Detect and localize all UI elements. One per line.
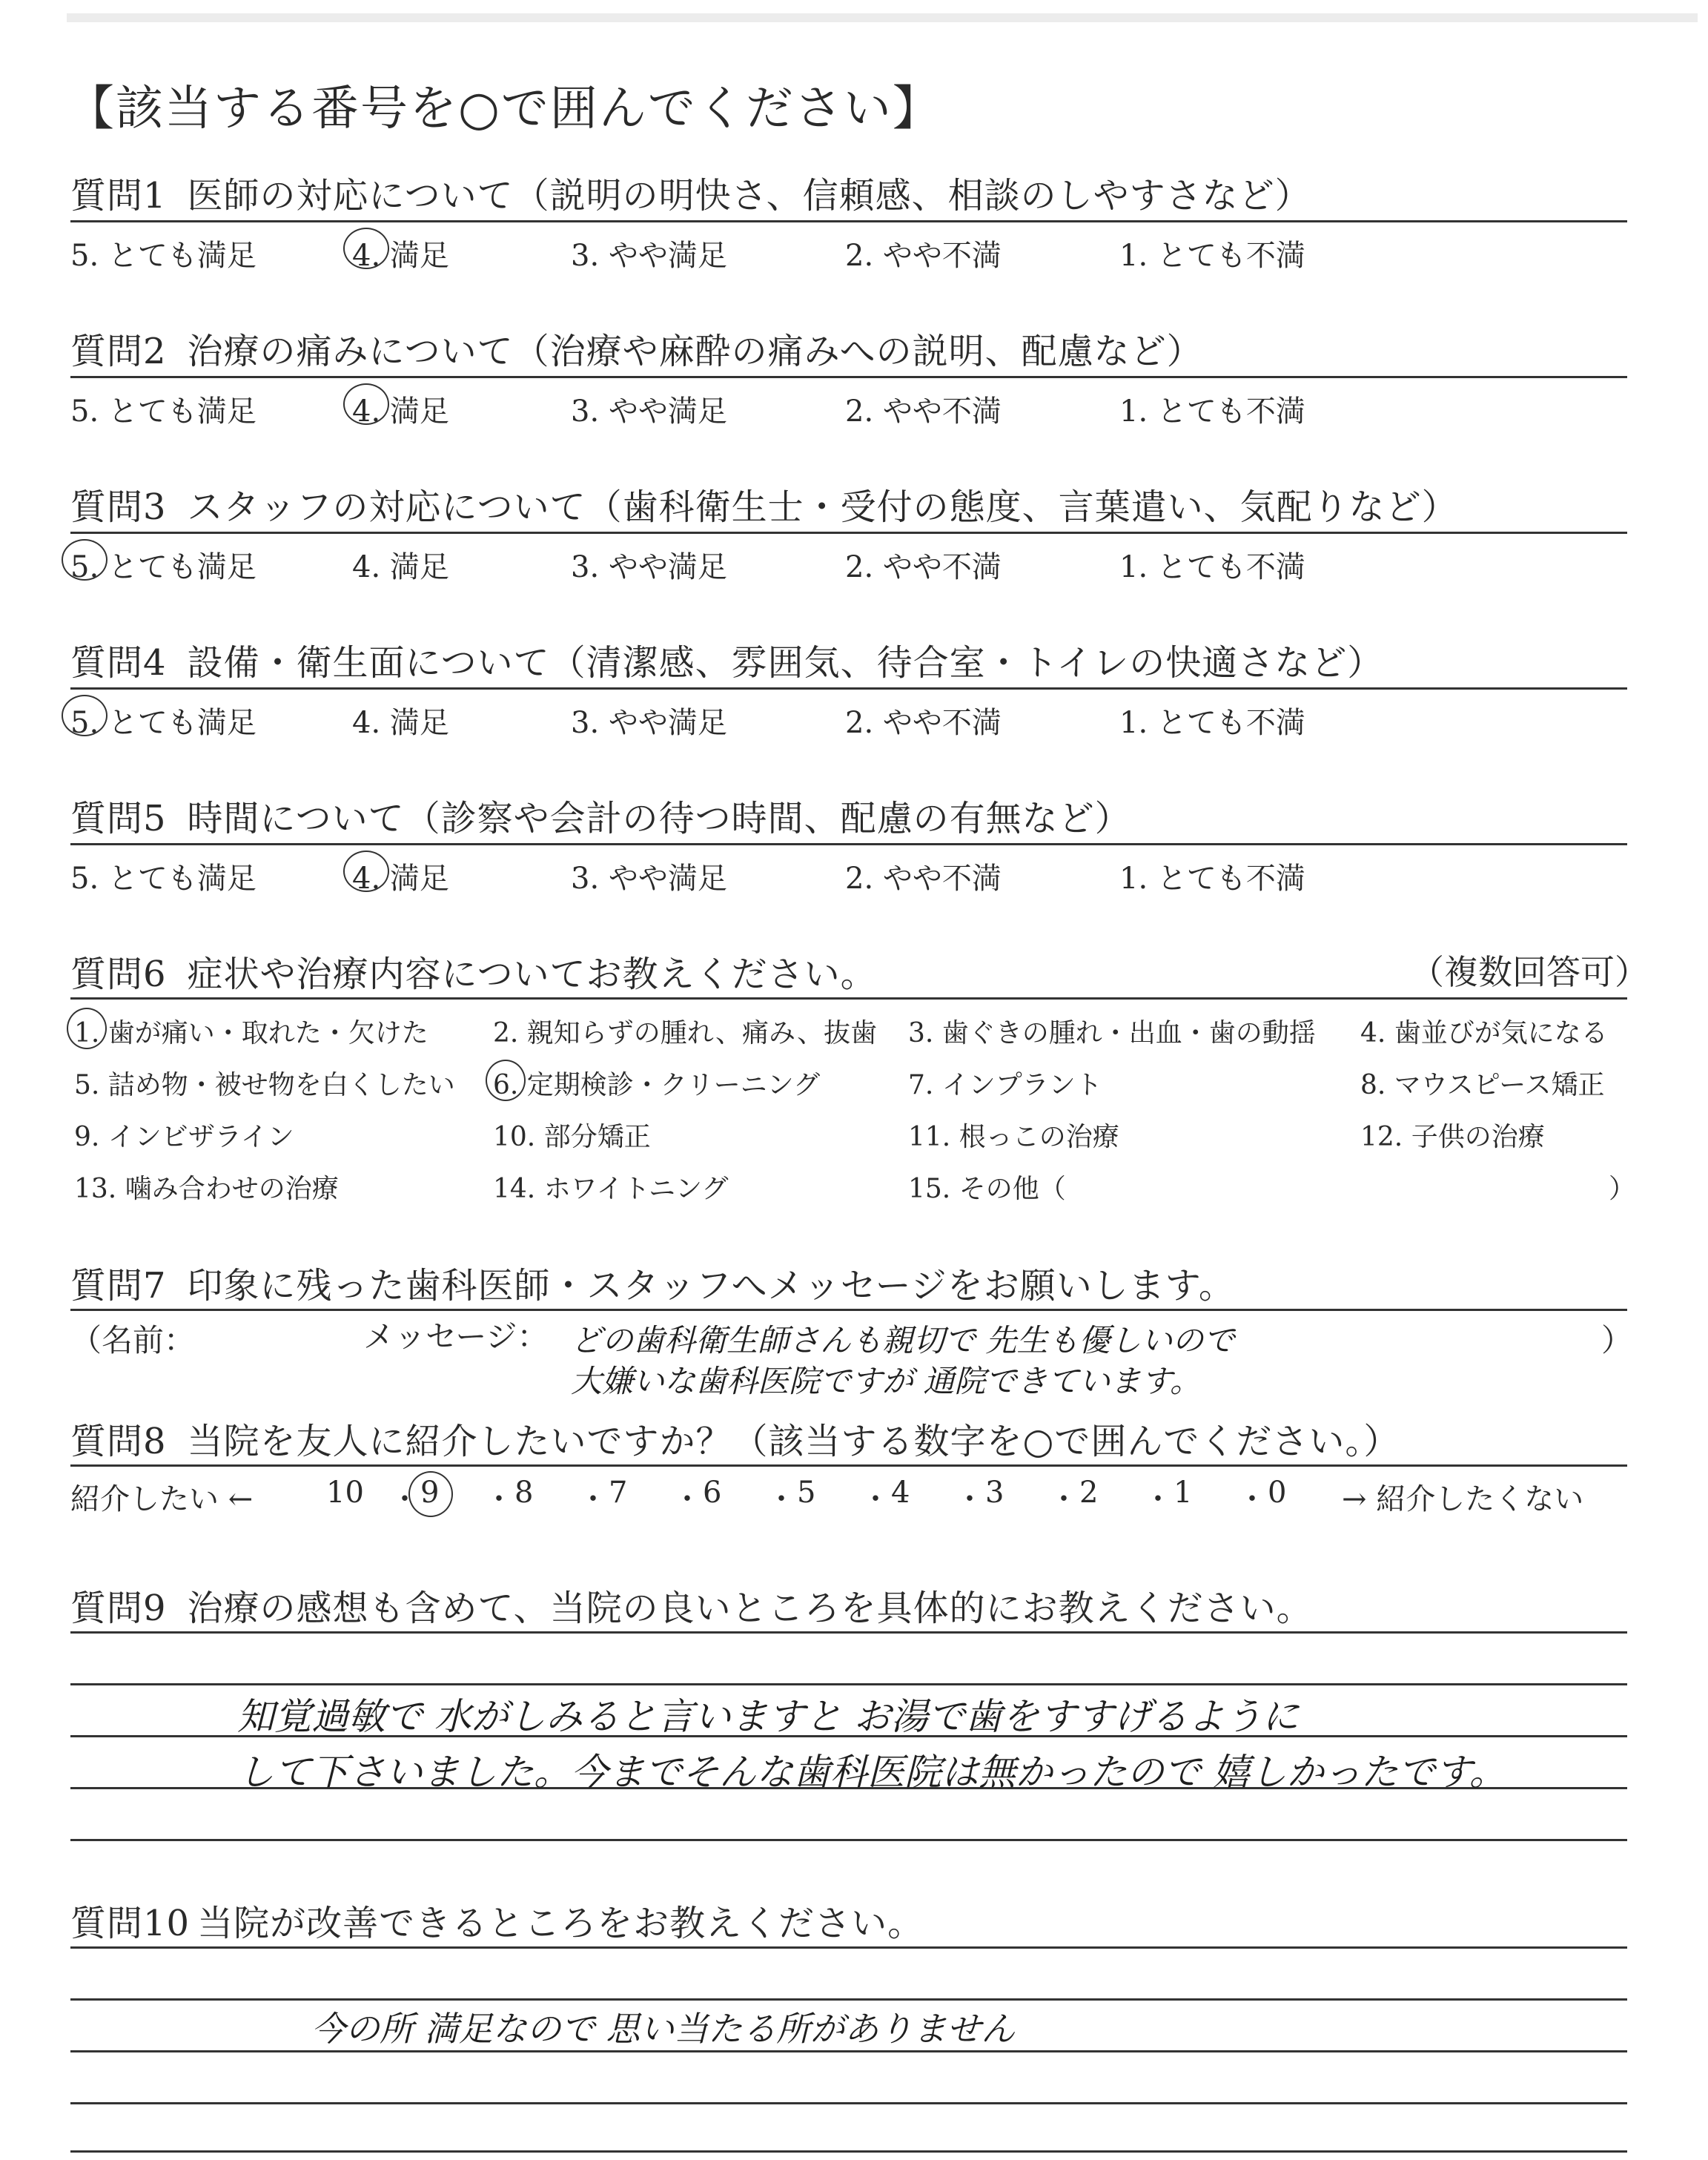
q9-label: 質問9 <box>70 1588 167 1629</box>
q6-item-3[interactable]: 3. 歯ぐきの腫れ・出血・歯の動揺 <box>908 1018 1316 1048</box>
q3-label: 質問3 <box>70 486 167 528</box>
q7-header <box>70 1257 1235 1308</box>
q4-rule <box>70 687 1627 690</box>
q8-right-label: → 紹介したくない <box>1342 1482 1584 1516</box>
q6-selection-circle <box>67 1008 107 1049</box>
q2-rule <box>70 376 1627 378</box>
q2-option-1[interactable]: 1. とても不満 <box>1119 394 1305 429</box>
q8-score-6[interactable]: 6 <box>703 1476 722 1510</box>
q6-item-12[interactable]: 12. 子供の治療 <box>1360 1122 1545 1152</box>
q9-line-5 <box>70 1839 1627 1841</box>
q1-header <box>70 167 1311 218</box>
q10-header <box>70 1895 924 1946</box>
q1-label: 質問1 <box>70 175 167 217</box>
q2-option-5[interactable]: 5. とても満足 <box>70 394 256 429</box>
q8-score-5[interactable]: 5 <box>797 1476 816 1510</box>
q8-score-0[interactable]: 0 <box>1268 1476 1287 1510</box>
q8-score-2[interactable]: 2 <box>1079 1476 1099 1510</box>
q3-header <box>70 478 1458 529</box>
q5-option-4[interactable]: 4. 満足 <box>352 862 449 896</box>
q1-title: 医師の対応について（説明の明快さ、信頼感、相談のしやすさなど） <box>187 175 1311 217</box>
q6-item-13[interactable]: 13. 噛み合わせの治療 <box>74 1174 339 1204</box>
q10-line-1 <box>70 1946 1627 1949</box>
q10-line-4 <box>70 2102 1627 2104</box>
q9-answer-line2: して下さいました。今までそんな歯科医院は無かったので 嬉しかったです。 <box>237 1751 1506 1794</box>
q3-title: スタッフの対応について（歯科衛生士・受付の態度、言葉遣い、気配りなど） <box>187 486 1458 528</box>
q5-rule <box>70 843 1627 845</box>
q6-header <box>70 945 877 997</box>
q3-option-1[interactable]: 1. とても不満 <box>1119 550 1305 584</box>
q4-option-3[interactable]: 3. やや満足 <box>571 706 727 740</box>
q5-title: 時間について（診察や会計の待つ時間、配慮の有無など） <box>187 798 1131 839</box>
q4-option-2[interactable]: 2. やや不満 <box>845 706 1002 740</box>
q8-score-4[interactable]: 4 <box>891 1476 910 1510</box>
q4-option-1[interactable]: 1. とても不満 <box>1119 706 1305 740</box>
q8-separator-dot: ・ <box>955 1482 984 1516</box>
q5-label: 質問5 <box>70 798 167 839</box>
q2-header <box>70 323 1203 374</box>
q7-message-line2: 大嫌いな歯科医院ですが 通院できています。 <box>571 1363 1201 1399</box>
q6-note: （複数回答可） <box>1410 952 1649 992</box>
q8-separator-dot: ・ <box>767 1482 796 1516</box>
q10-line-2 <box>70 1998 1627 2001</box>
q1-option-3[interactable]: 3. やや満足 <box>571 239 727 273</box>
q5-header <box>70 790 1131 841</box>
q2-selection-circle <box>343 383 389 425</box>
q6-item-14[interactable]: 14. ホワイトニング <box>493 1174 729 1204</box>
q5-option-3[interactable]: 3. やや満足 <box>571 862 727 896</box>
q4-option-4[interactable]: 4. 満足 <box>352 706 449 740</box>
q6-selection-circle <box>486 1060 526 1101</box>
q7-title: 印象に残った歯科医師・スタッフへメッセージをお願いします。 <box>187 1265 1235 1307</box>
q10-label: 質問10 <box>70 1903 191 1944</box>
q8-score-8[interactable]: 8 <box>514 1476 534 1510</box>
q3-option-5[interactable]: 5. とても満足 <box>70 550 256 584</box>
q1-selection-circle <box>343 228 389 269</box>
q4-label: 質問4 <box>70 642 167 684</box>
q8-selection-circle <box>408 1471 453 1517</box>
form-header: 【該当する番号を○で囲んでください】 <box>67 82 941 136</box>
q7-rule <box>70 1309 1627 1311</box>
q7-message-line1: どの歯科衛生師さんも親切で 先生も優しいので <box>571 1322 1235 1358</box>
q1-option-1[interactable]: 1. とても不満 <box>1119 239 1305 273</box>
q10-line-5 <box>70 2150 1627 2153</box>
q3-option-4[interactable]: 4. 満足 <box>352 550 449 584</box>
q6-other-close-paren: ） <box>1609 1174 1636 1204</box>
q8-separator-dot: ・ <box>1049 1482 1079 1516</box>
q9-header <box>70 1579 1313 1631</box>
q1-option-4[interactable]: 4. 満足 <box>352 239 449 273</box>
q7-message-label: メッセージ： <box>363 1318 549 1355</box>
q6-rule <box>70 997 1627 1000</box>
q2-title: 治療の痛みについて（治療や麻酔の痛みへの説明、配慮など） <box>187 331 1203 372</box>
q4-title: 設備・衛生面について（清潔感、雰囲気、待合室・トイレの快適さなど） <box>187 642 1384 684</box>
q5-option-1[interactable]: 1. とても不満 <box>1119 862 1305 896</box>
q4-option-5[interactable]: 5. とても満足 <box>70 706 256 740</box>
q6-item-9[interactable]: 9. インビザライン <box>74 1122 294 1152</box>
q6-item-6[interactable]: 6. 定期検診・クリーニング <box>493 1070 821 1100</box>
q8-score-1[interactable]: 1 <box>1174 1476 1193 1510</box>
q2-option-3[interactable]: 3. やや満足 <box>571 394 727 429</box>
q6-item-11[interactable]: 11. 根っこの治療 <box>908 1122 1119 1152</box>
q1-option-5[interactable]: 5. とても満足 <box>70 239 256 273</box>
q10-title: 当院が改善できるところをお教えください。 <box>197 1903 924 1944</box>
q6-item-10[interactable]: 10. 部分矯正 <box>493 1122 651 1152</box>
q8-title: 当院を友人に紹介したいですか？（該当する数字を○で囲んでください。） <box>187 1421 1400 1462</box>
q8-separator-dot: ・ <box>1143 1482 1173 1516</box>
q8-separator-dot: ・ <box>1237 1482 1267 1516</box>
q8-score-10[interactable]: 10 <box>326 1476 364 1510</box>
q6-label: 質問6 <box>70 954 167 995</box>
q8-rule <box>70 1464 1627 1467</box>
q8-left-label: 紹介したい ← <box>70 1482 254 1516</box>
q3-option-2[interactable]: 2. やや不満 <box>845 550 1002 584</box>
q5-option-2[interactable]: 2. やや不満 <box>845 862 1002 896</box>
q8-score-7[interactable]: 7 <box>609 1476 628 1510</box>
q8-score-9[interactable]: 9 <box>420 1476 440 1510</box>
q8-separator-dot: ・ <box>390 1482 420 1516</box>
q1-rule <box>70 220 1627 222</box>
q6-item-15[interactable]: 15. その他（ <box>908 1174 1066 1204</box>
q3-selection-circle <box>62 539 107 581</box>
q7-label: 質問7 <box>70 1265 167 1307</box>
q4-selection-circle <box>62 695 107 736</box>
q2-option-2[interactable]: 2. やや不満 <box>845 394 1002 429</box>
q9-line-2 <box>70 1683 1627 1685</box>
q6-item-7[interactable]: 7. インプラント <box>908 1070 1102 1100</box>
q9-answer-line1: 知覚過敏で 水がしみると言いますと お湯で歯をすすげるように <box>237 1695 1300 1738</box>
q8-separator-dot: ・ <box>578 1482 608 1516</box>
q2-label: 質問2 <box>70 331 167 372</box>
q8-separator-dot: ・ <box>672 1482 702 1516</box>
q8-label: 質問8 <box>70 1421 167 1462</box>
q3-option-3[interactable]: 3. やや満足 <box>571 550 727 584</box>
q5-selection-circle <box>343 851 389 892</box>
q6-item-8[interactable]: 8. マウスピース矯正 <box>1360 1070 1605 1100</box>
q3-rule <box>70 532 1627 534</box>
q7-name-label: （名前： <box>70 1322 196 1358</box>
q9-title: 治療の感想も含めて、当院の良いところを具体的にお教えください。 <box>187 1588 1313 1629</box>
q6-title: 症状や治療内容についてお教えください。 <box>187 954 877 995</box>
q6-item-4[interactable]: 4. 歯並びが気になる <box>1360 1018 1608 1048</box>
q6-item-1[interactable]: 1. 歯が痛い・取れた・欠けた <box>74 1018 428 1048</box>
q8-separator-dot: ・ <box>484 1482 514 1516</box>
q4-header <box>70 634 1383 685</box>
q10-answer-line1: 今の所 満足なので 思い当たる所がありません <box>311 2009 1016 2049</box>
q8-score-3[interactable]: 3 <box>985 1476 1004 1510</box>
q1-option-2[interactable]: 2. やや不満 <box>845 239 1002 273</box>
q7-close-paren: ） <box>1601 1322 1633 1358</box>
q9-line-1 <box>70 1631 1627 1634</box>
q6-item-5[interactable]: 5. 詰め物・被せ物を白くしたい <box>74 1070 455 1100</box>
q8-separator-dot: ・ <box>861 1482 890 1516</box>
scan-top-band <box>67 13 1698 22</box>
q5-option-5[interactable]: 5. とても満足 <box>70 862 256 896</box>
q8-header <box>70 1413 1400 1464</box>
q6-item-2[interactable]: 2. 親知らずの腫れ、痛み、抜歯 <box>493 1018 878 1048</box>
q2-option-4[interactable]: 4. 満足 <box>352 394 449 429</box>
